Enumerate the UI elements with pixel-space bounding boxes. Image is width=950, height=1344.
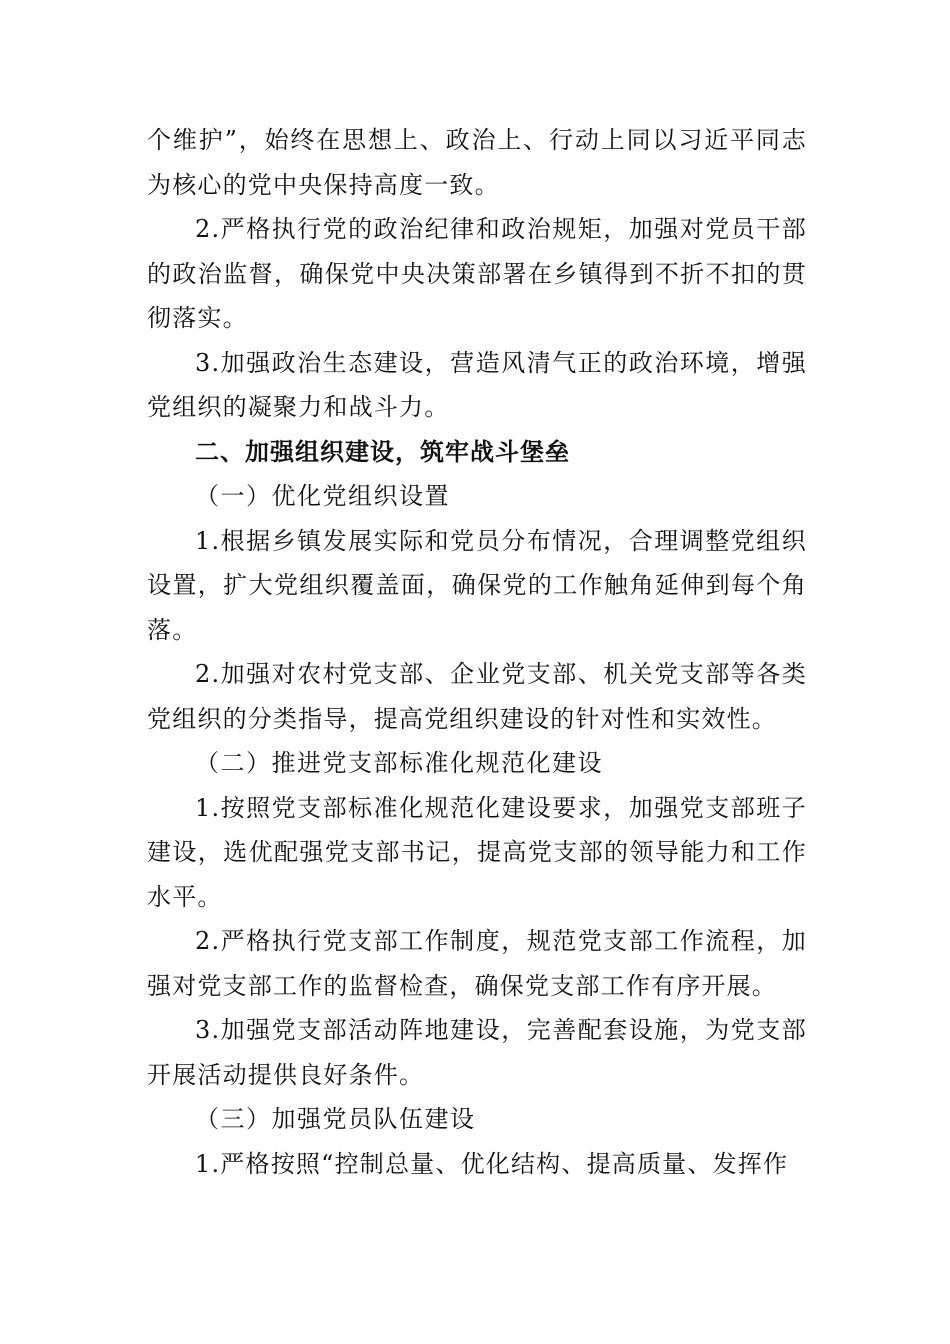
section-heading-organization: 二、加强组织建设，筑牢战斗堡垒 — [195, 437, 570, 466]
subheading-standardization: （二）推进党支部标准化规范化建设 — [195, 749, 603, 777]
paragraph-political-ecology: 3.加强政治生态建设，营造风清气正的政治环境，增强党组织的凝聚力和战斗力。 — [147, 348, 807, 421]
subheading-member-team: （三）加强党员队伍建设 — [195, 1105, 476, 1133]
paragraph-member-control: 1.严格按照“控制总量、优化结构、提高质量、发挥作 — [195, 1149, 789, 1178]
paragraph-branch-venue: 3.加强党支部活动阵地建设，完善配套设施，为党支部开展活动提供良好条件。 — [147, 1016, 807, 1089]
document-body — [147, 118, 807, 1186]
paragraph-political-discipline: 2.严格执行党的政治纪律和政治规矩，加强对党员干部的政治监督，确保党中央决策部署在乡镇得到不折不扣的贯彻落实。 — [147, 215, 807, 332]
paragraph-branch-workflow: 2.严格执行党支部工作制度，规范党支部工作流程，加强对党支部工作的监督检查，确保党支部工作有序开展。 — [147, 927, 807, 1000]
paragraph-classified-guidance: 2.加强对农村党支部、企业党支部、机关党支部等各类党组织的分类指导，提高党组织建设的针对性和实效性。 — [147, 660, 807, 733]
subheading-optimize-setup: （一）优化党组织设置 — [195, 482, 450, 510]
paragraph-continuation: 个维护”，始终在思想上、政治上、行动上同以习近平同志为核心的党中央保持高度一致。 — [147, 126, 807, 199]
paragraph-adjust-setup: 1.根据乡镇发展实际和党员分布情况，合理调整党组织设置，扩大党组织覆盖面，确保党的工作触角延伸到每个角落。 — [147, 526, 807, 644]
paragraph-branch-team: 1.按照党支部标准化规范化建设要求，加强党支部班子建设，选优配强党支部书记，提高党支部的领导能力和工作水平。 — [147, 793, 807, 911]
